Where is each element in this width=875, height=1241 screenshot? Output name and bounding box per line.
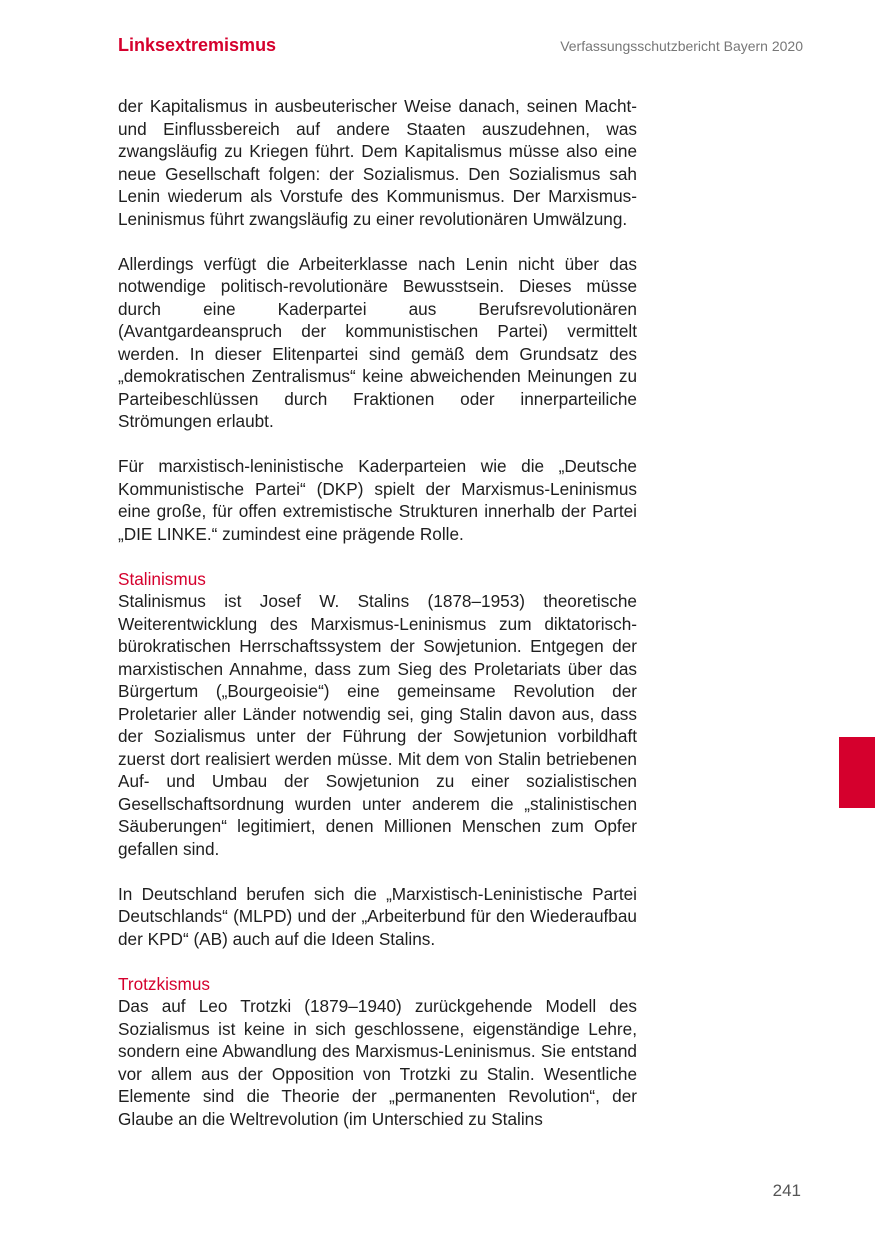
body-paragraph: Für marxistisch-leninistische Kaderparteien wie die „Deutsche Kommunistische Partei“ (DKP) spielt der Marxismus-Leninismus eine große, für offen extremistische Strukturen innerhalb der Partei „DIE LINKE.“ zumindest eine prägende Rolle. <box>118 456 637 544</box>
report-title: Verfassungsschutzbericht Bayern 2020 <box>560 38 803 54</box>
subheading-trotzkismus: Trotzkismus <box>118 973 210 994</box>
body-paragraph: In Deutschland berufen sich die „Marxistisch-Leninistische Partei Deutschlands“ (MLPD) und der „Arbeiterbund für den Wiederaufbau der KPD“ (AB) auch auf die Ideen Stalins. <box>118 883 637 949</box>
page-number: 241 <box>772 1181 801 1200</box>
subheading-stalinismus: Stalinismus <box>118 568 206 589</box>
body-paragraph: Allerdings verfügt die Arbeiterklasse nach Lenin nicht über das notwendige politisch-revolutionäre Bewusstsein. Dieses müsse durch eine Kaderpartei aus Berufsrevolutionären (Avantgardeanspruch der kommunistischen Partei) vermittelt werden. In dieser Elitenpartei sind gemäß dem Grundsatz des „demokratischen Zentralismus“ keine abweichenden Meinungen zu Parteibeschlüssen durch Fraktionen oder innerparteiliche Strömungen erlaubt. <box>118 253 637 431</box>
main-text <box>118 95 637 1153</box>
body-paragraph: Das auf Leo Trotzki (1879–1940) zurückgehende Modell des Sozialismus ist keine in sich geschlossene, eigenständige Lehre, sondern eine Abwandlung des Marxismus-Leninismus. Sie entstand vor allem aus der Opposition von Trotzki zu Stalin. Wesentliche Elemente sind die Theorie der „permanenten Revolution“, der Glaube an die Weltrevolution (im Unterschied zu Stalins <box>118 996 637 1129</box>
section-title: Linksextremismus <box>118 35 277 55</box>
chapter-tab-marker <box>839 737 875 808</box>
body-paragraph: Stalinismus ist Josef W. Stalins (1878–1953) theoretische Weiterentwicklung des Marxismus-Leninismus zum diktatorisch-bürokratischen Herrschaftssystem der Sowjetunion. Entgegen der marxistischen Annahme, dass zum Sieg des Proletariats über das Bürgertum („Bourgeoisie“) eine gemeinsame Revolution der Proletarier aller Länder notwendig sei, ging Stalin davon aus, dass der Sozialismus unter der Führung der Sowjetunion vorbildhaft zuerst dort realisiert werden müsse. Mit dem von Stalin betriebenen Auf- und Umbau der Sowjetunion zu einer sozialistischen Gesellschaftsordnung wurden unter anderem die „stalinistischen Säuberungen“ legitimiert, denen Millionen Menschen zum Opfer gefallen sind. <box>118 591 637 859</box>
body-paragraph: der Kapitalismus in ausbeuterischer Weise danach, seinen Macht- und Einflussbereich auf andere Staaten auszudehnen, was zwangsläufig zu Kriegen führt. Dem Kapitalismus müsse also eine neue Gesellschaft folgen: der Sozialismus. Den Sozialismus sah Lenin wiederum als Vorstufe des Kommunismus. Der Marxismus-Leninismus führt zwangsläufig zu einer revolutionären Umwälzung. <box>118 96 637 229</box>
